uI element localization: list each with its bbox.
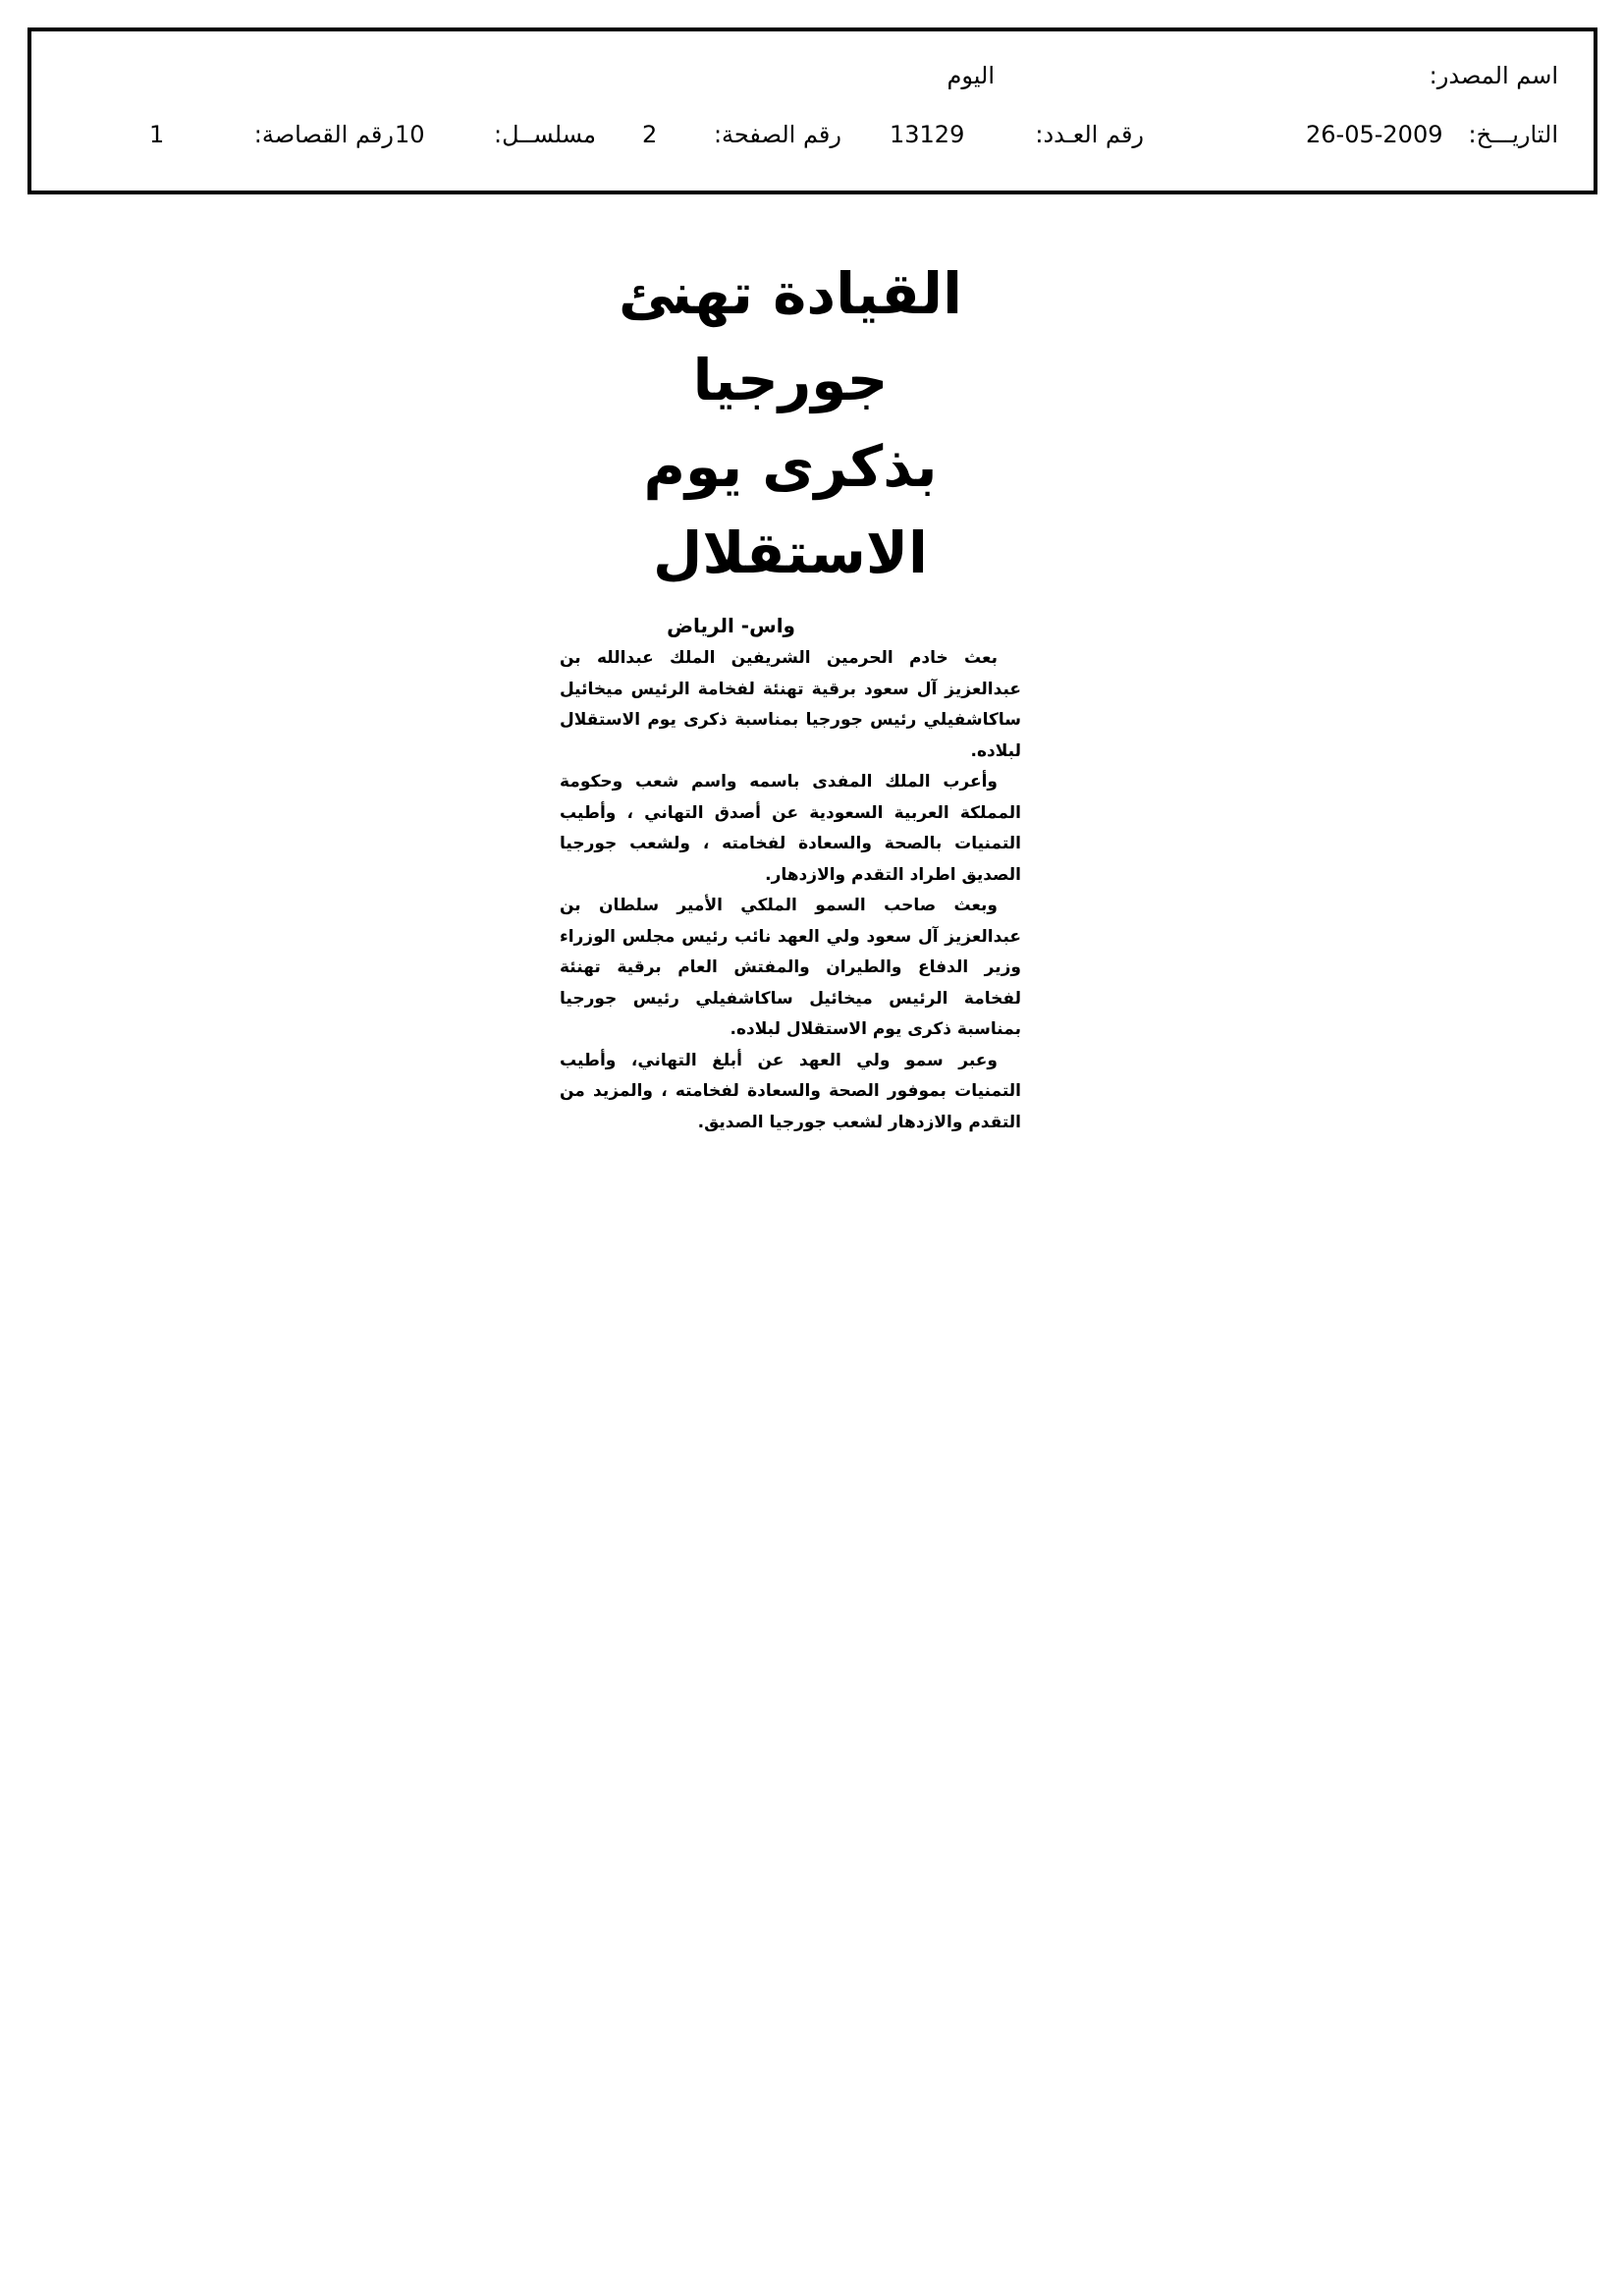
- news-article: [560, 250, 1021, 1138]
- source-value: اليوم: [947, 62, 995, 89]
- article-paragraph: بعث خادم الحرمين الشريفين الملك عبدالله بن عبدالعزيز آل سعود برقية تهنئة لفخامة الرئيس ميخائيل ساكاشفيلي رئيس جورجيا بمناسبة ذكرى يوم الاستقلال لبلاده.: [560, 648, 1021, 761]
- page-value: 2: [642, 121, 658, 148]
- clipping-header-box: [27, 27, 1597, 194]
- date-value: 26-05-2009: [1306, 121, 1443, 148]
- headline-line-2: بذكرى يوم الاستقلال: [643, 433, 938, 586]
- date-label: التاريـــخ:: [1468, 121, 1558, 148]
- source-label: اسم المصدر:: [1429, 62, 1558, 89]
- byline: واس- الرياض: [667, 614, 795, 637]
- article-paragraph: وأعرب الملك المفدى باسمه واسم شعب وحكومة المملكة العربية السعودية عن أصدق التهاني ، وأطيب التمنيات بالصحة والسعادة لفخامته ، ولشعب جورجيا الصديق اطراد التقدم والازدهار.: [560, 772, 1021, 885]
- issue-value: 13129: [890, 121, 965, 148]
- issue-label: رقم العـدد:: [1035, 121, 1144, 148]
- page-label: رقم الصفحة:: [713, 121, 841, 148]
- serial-value: 10: [395, 121, 425, 148]
- article-paragraph: وعبر سمو ولي العهد عن أبلغ التهاني، وأطيب التمنيات بموفور الصحة والسعادة لفخامته ، والمزيد من التقدم والازدهار لشعب جورجيا الصديق.: [560, 1050, 1021, 1132]
- headline-line-1: القيادة تهنئ جورجيا: [619, 260, 962, 413]
- serial-label: مسلســل:: [494, 121, 596, 148]
- article-paragraph: وبعث صاحب السمو الملكي الأمير سلطان بن عبدالعزيز آل سعود ولي العهد نائب رئيس مجلس الوزراء وزير الدفاع والطيران والمفتش العام برقية تهنئة لفخامة الرئيس ميخائيل ساكاشفيلي رئيس جورجيا بمناسبة ذكرى يوم الاستقلال لبلاده.: [560, 896, 1021, 1039]
- clip-value: 1: [149, 121, 165, 148]
- clip-label: رقم القصاصة:: [253, 121, 394, 148]
